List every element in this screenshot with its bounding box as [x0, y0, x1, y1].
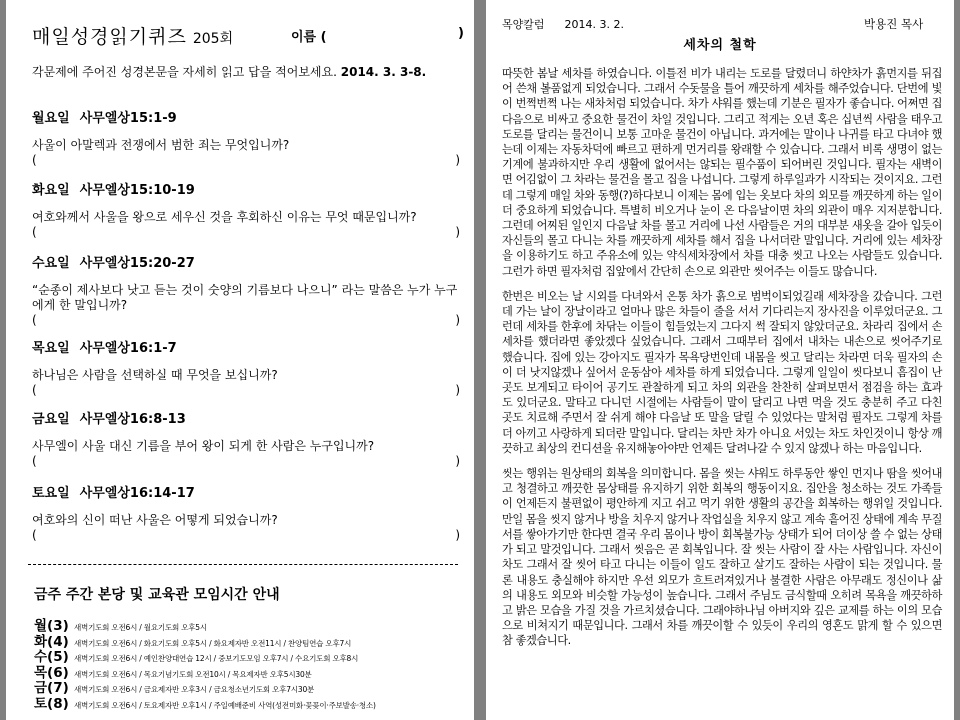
quiz-day-tue: 화요일 사무엘상15:10-19 여호와께서 사울을 왕으로 세우신 것을 후회하신 이유는 무엇 때문입니까? ( )	[32, 183, 460, 239]
schedule-row: 수(5) 새벽기도회 오전6시 / 예인찬양대연습 12시 / 중보기도모임 오후7시 / 수요기도회 오후8시	[34, 649, 359, 666]
quiz-question: 여호와께서 사울을 왕으로 세우신 것을 후회하신 이유는 무엇 때문입니까?	[32, 210, 417, 224]
quiz-day-sat: 토요일 사무엘상16:14-17 여호와의 신이 떠난 사울은 어떻게 되었습니까? ( )	[32, 486, 460, 542]
column-page	[486, 0, 954, 720]
quiz-day-wed: 수요일 사무엘상15:20-27 “순종이 제사보다 낫고 듣는 것이 숫양의 기름보다 나으니” 라는 말씀은 누가 누구에게 한 말입니까? ( )	[32, 256, 460, 327]
column-paragraph: 따뜻한 봄날 세차를 하였습니다. 이틀전 비가 내리는 도로를 달렸더니 하얀차가 흙먼지를 뒤집어 쓴채 볼품없게 되었습니다. 그래서 수돗물을 틀어 깨끗하게 세차를 해주었습니다. 단번에 빛이 번쩍번쩍 나는 새차처럼 되었습니다. 차가 샤워를 했는데 기분은 필자가 좋습니다. 어쩌면 집 다음으로 비싸고 중요한 물건이 차일 것입니다. 그리고 적게는 오년 혹은 십년씩 사람을 태우고 도로를 달리는 물건이니 보통 고마운 물건이 아닙니다. 과거에는 말이나 나귀를 타고 다녀야 했는데 이제는 자동차덕에 빠르고 편하게 먼거리를 왕래할 수 있습니다. 그래서 비록 생명이 없는 기계에 불과하지만 우리 생활에 없어서는 않되는 필수품이 되어버린 것입니다. 필자는 새벽이면 어김없이 그 차라는 물건을 몰고 집을 나섭니다. 그렇게 하루일과가 시작되는 것이지요. 그런데 그렇게 매일 차와 동행(?)하다보니 이제는 몸에 입는 옷보다 차의 외모를 깨끗하게 하는 일이 더 중요하게 되었습니다. 특별히 비오거나 눈이 온 다음날이면 차의 외관이 매우 지저분합니다. 그런데 어찌된 일인지 다음날 차를 몰고 거리에 나선 사람들은 거의 대부분 새옷을 갈아 입듯이 자신들의 몰고 다니는 차를 깨끗하게 세차를 해서 집을 나서더란 말입니다. 거리에 있는 세차장을 이용하기도 하고 주유소에 있는 약식세차장에서 차를 대충 씻고 나오는 사람들도 있습니다. 그런가 하면 필자처럼 집앞에서 간단히 손으로 외관만 씻어주는 이들도 많습니다.	[502, 67, 942, 278]
column-body	[502, 66, 942, 659]
name-field-close: )	[458, 26, 464, 41]
name-field-label: 이름 (	[291, 30, 327, 45]
column-date: 2014. 3. 2.	[564, 18, 624, 31]
answer-blank[interactable]: ( )	[32, 225, 460, 239]
quiz-question: 사무엘이 사울 대신 기름을 부어 왕이 되게 한 사람은 누구입니까?	[32, 439, 375, 453]
answer-blank[interactable]: ( )	[32, 454, 460, 468]
quiz-instruction: 각문제에 주어진 성경본문을 자세히 읽고 답을 적어보세요. 2014. 3. 3-8.	[32, 65, 427, 79]
quiz-day-mon: 월요일 사무엘상15:1-9 사울이 아말렉과 전쟁에서 범한 죄는 무엇입니까? ( )	[32, 111, 460, 167]
quiz-episode: 205회	[192, 31, 234, 47]
answer-blank[interactable]: ( )	[32, 383, 460, 397]
column-paragraph: 씻는 행위는 원상태의 회복을 의미합니다. 몸을 씻는 샤워도 하루동안 쌓인 먼지나 땀을 씻어내고 청결하고 깨끗한 몸상태를 유지하기 위한 회복의 행동이지요. 집안을 청소하는 것도 가족들이 언제든지 불편없이 평안하게 지고 쉬고 먹기 위한 생활의 공간을 회복하는 행위일 것입니다. 만일 몸을 씻지 않거나 방을 치우지 않거나 작업실을 치우지 않고 계속 흩어진 상태에 계속 무질서를 쌓아가기만 한다면 결국 우리 몸이나 방이 회복불가능 상태가 되어 더이상 쓸 수 없는 상태가 되고 말것입니다. 그래서 씻음은 곧 회복입니다. 잘 씻는 사람이 잘 사는 사람입니다. 자신이 차도 그래서 잘 씻어 타고 다니는 이들이 일도 잘하고 살기도 잘하는 사람이 되는 것입니다. 물론 내용도 충실해야 하지만 우선 외모가 흐트러져있거나 불결한 사람은 아무래도 정신이나 삶의 내용도 외모와 비슷할 가능성이 높습니다. 그래서 주님도 금식할때 오히려 목욕을 깨끗하하고 밝은 모습을 가질 것을 가르치셨습니다. 그래야하나님 아버지와 깊은 교제를 하는 이의 모습으로 비쳐지기 때문입니다. 그래서 차를 깨끗이할 수 있듯이 우리의 영혼도 맑게 할 수 있으면 참 좋겠습니다.	[502, 467, 942, 648]
quiz-question: 사울이 아말렉과 전쟁에서 범한 죄는 무엇입니까?	[32, 138, 290, 152]
quiz-question: 여호와의 신이 떠난 사울은 어떻게 되었습니까?	[32, 513, 278, 527]
quiz-question: 하나님은 사람을 선택하실 때 무엇을 보십니까?	[32, 368, 278, 382]
column-paragraph: 한번은 비오는 날 시외를 다녀와서 온통 차가 흙으로 범벅이되었길래 세차장을 갔습니다. 그런데 가는 날이 장날이라고 얼마나 많은 차들이 줄을 서서 기다리는지 장사진을 이루었더군요. 그런데 세차를 한후에 차닦는 이들이 힘들었는지 그다지 썩 잘되지 않았더군요. 차라리 집에서 손세차를 했더라면 좋았겠다 싶었습니다. 그래서 그때부터 집에서 내차는 내손으로 씻어주기로 했습니다. 집에 있는 강아지도 필자가 목욕당번인데 내몸을 씻고 달리는 차라면 더욱 필자의 손이 더 낫지않겠나 싶어서 운동삼아 세차를 하게 되었습니다. 그렇게 일일이 씻다보니 흠집이 난곳도 보게되고 타이어 공기도 관찰하게 되고 차의 외관을 찬찬히 살펴보면서 점검을 하는 효과도 있더군요. 말타고 다니던 시절에는 사람들이 말이 달리고 나면 먹을 것도 충분히 주고 다친 곳도 치료해 주면서 잘 쉬게 해야 다음날 또 말을 달릴 수 있었다는 말처럼 필자도 그렇게 차를 더 아끼고 사랑하게 되더란 말입니다. 달리는 차만 차가 아니요 서있는 차도 차인것이니 항상 깨끗하고 최상의 컨디션을 유지해놓아야만 언제든 달려나갈 수 있지 않겠나 하는 마음입니다.	[502, 289, 942, 455]
schedule-list	[34, 614, 464, 712]
column-author: 박용진 목사	[864, 17, 924, 31]
schedule-row: 토(8) 새벽기도회 오전6시 / 토요제자반 오후1시 / 주일예배준비 사역(성전미화·꽃꽂이·주보발송·청소)	[34, 695, 376, 712]
schedule-row: 화(4) 새벽기도회 오전6시 / 화요기도회 오후5시 / 화요제자반 오전11시 / 찬양팀연습 오후7시	[34, 633, 352, 650]
answer-blank[interactable]: ( )	[32, 528, 460, 542]
quiz-page	[6, 0, 474, 720]
schedule-row: 금(7) 새벽기도회 오전6시 / 금요제자반 오후3시 / 금요청소년기도회 오후7시30분	[34, 680, 315, 697]
quiz-title: 매일성경읽기퀴즈 205회	[32, 26, 234, 48]
schedule-row: 목(6) 새벽기도회 오전6시 / 목요기념기도회 오전10시 / 목요제자반 오후5시30분	[34, 664, 312, 681]
schedule-row: 월(3) 새벽기도회 오전6시 / 월요기도회 오후5시	[34, 618, 207, 634]
column-header: 목양칼럼 2014. 3. 2.	[502, 18, 624, 31]
column-title: 세차의 철학	[683, 38, 757, 53]
section-divider	[28, 564, 458, 565]
quiz-day-fri: 금요일 사무엘상16:8-13 사무엘이 사울 대신 기름을 부어 왕이 되게 한 사람은 누구입니까? ( )	[32, 412, 460, 468]
quiz-day-thu: 목요일 사무엘상16:1-7 하나님은 사람을 선택하실 때 무엇을 보십니까? ( )	[32, 341, 460, 397]
answer-blank[interactable]: ( )	[32, 313, 460, 327]
schedule-title: 금주 주간 본당 및 교육관 모임시간 안내	[34, 587, 280, 603]
quiz-date: 2014. 3. 3-8.	[340, 65, 427, 79]
quiz-question: “순종이 제사보다 낫고 듣는 것이 숫양의 기름보다 나으니” 라는 말씀은 누가 누구에게 한 말입니까?	[32, 283, 458, 312]
answer-blank[interactable]: ( )	[32, 153, 460, 167]
